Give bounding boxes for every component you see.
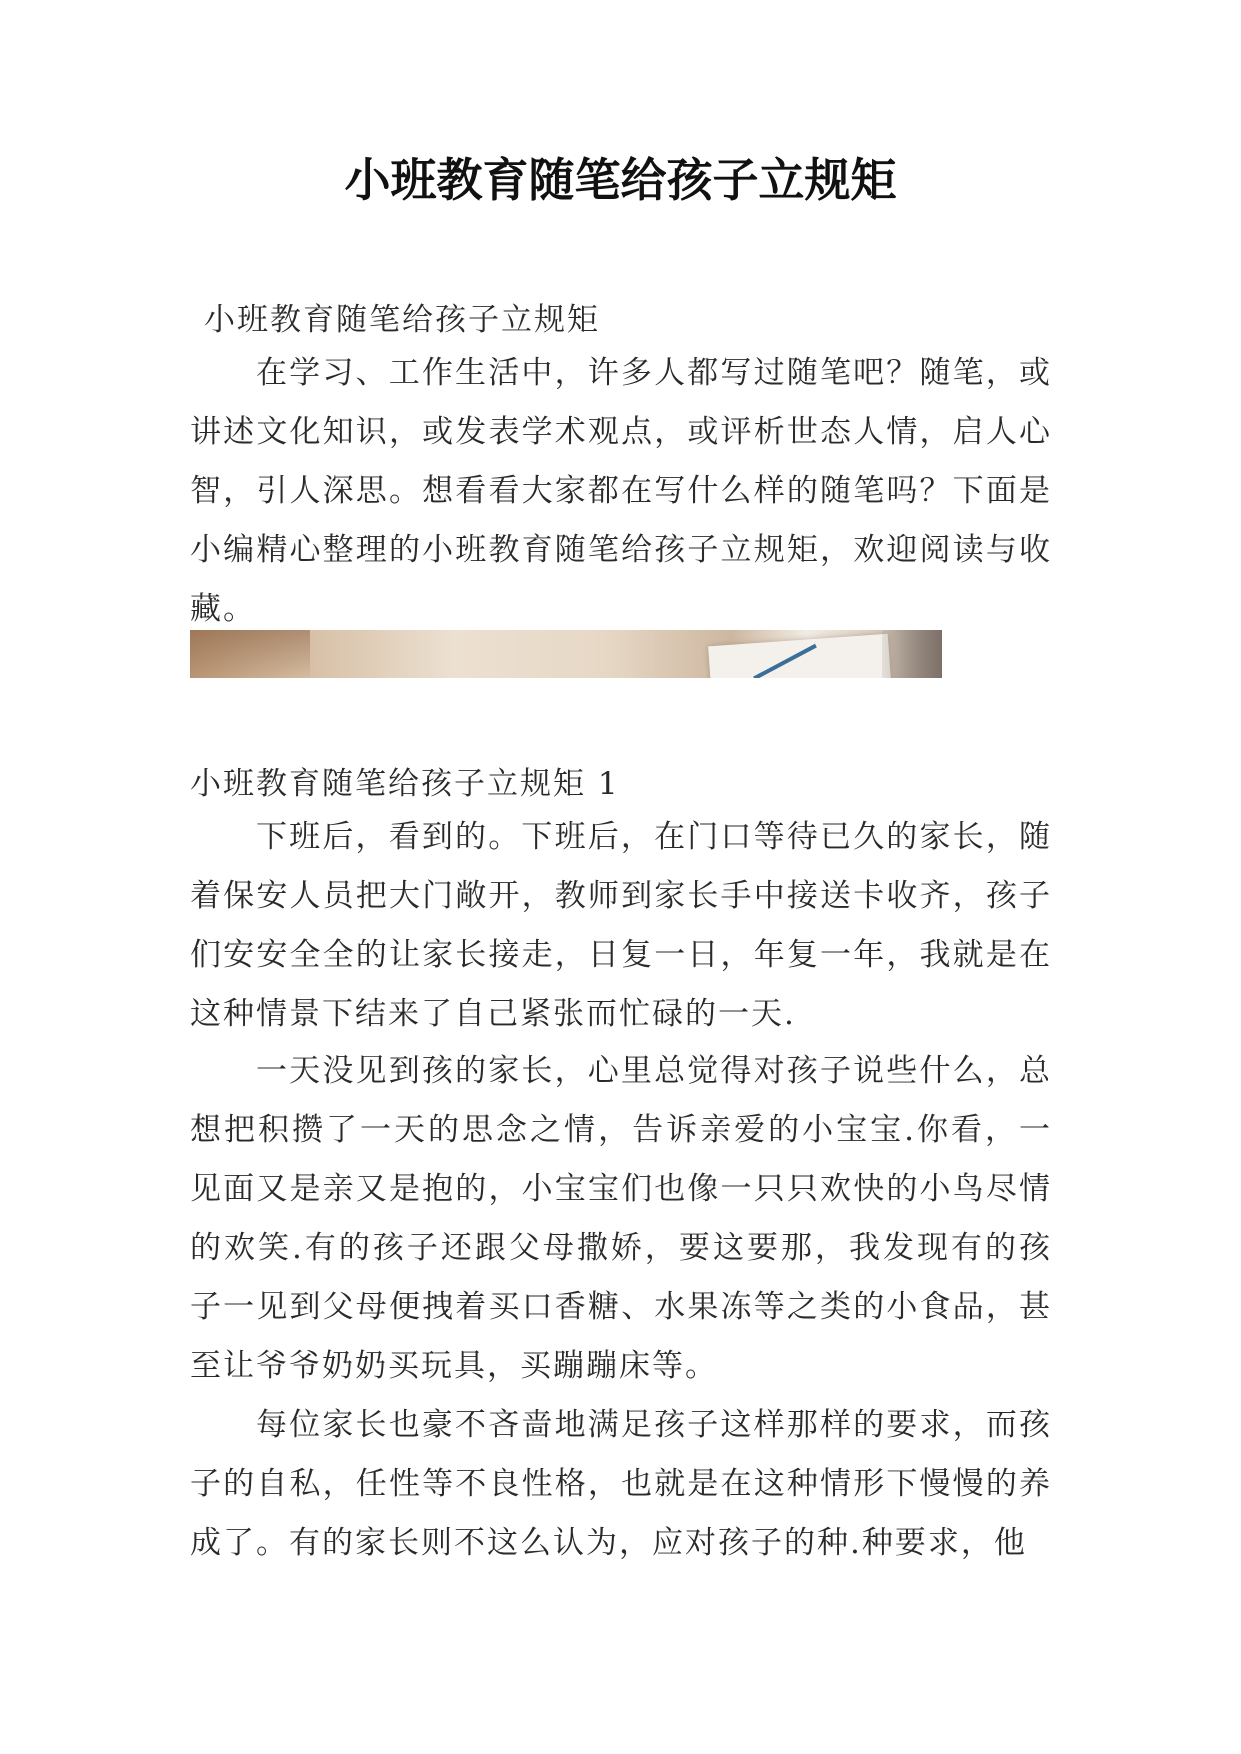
photo-edge — [882, 630, 942, 678]
photo-shadow — [190, 630, 310, 678]
intro-paragraph: 在学习、工作生活中，许多人都写过随笔吧？随笔，或讲述文化知识，或发表学术观点，或评析世态人情，启人心智，引人深思。想看看大家都在写什么样的随笔吗？下面是小编精心整理的小班教育随笔给孩子立规矩，欢迎阅读与收藏。 — [190, 355, 1052, 627]
body-paragraph: 每位家长也豪不吝啬地满足孩子这样那样的要求，而孩子的自私，任性等不良性格，也就是在这种情形下慢慢的养成了。有的家长则不这么认为，应对孩子的种.种要求，他 — [190, 1407, 1052, 1561]
header-photo — [190, 630, 942, 678]
document-title: 小班教育随笔给孩子立规矩 — [344, 153, 897, 207]
document-subtitle: 小班教育随笔给孩子立规矩 — [204, 302, 600, 338]
section-heading: 小班教育随笔给孩子立规矩 1 — [190, 766, 620, 802]
body-paragraph: 下班后，看到的。下班后，在门口等待已久的家长，随着保安人员把大门敞开，教师到家长手中接送卡收齐，孩子们安安全全的让家长接走，日复一日，年复一年，我就是在这种情景下结来了自己紧张而忙碌的一天. — [190, 819, 1052, 1032]
body-paragraph: 一天没见到孩的家长，心里总觉得对孩子说些什么，总想把积攒了一天的思念之情，告诉亲爱的小宝宝.你看，一见面又是亲又是抱的，小宝宝们也像一只只欢快的小鸟尽情的欢笑.有的孩子还跟父母撒娇，要这要那，我发现有的孩子一见到父母便拽着买口香糖、水果冻等之类的小食品，甚至让爷爷奶奶买玩具，买蹦蹦床等。 — [190, 1053, 1052, 1384]
